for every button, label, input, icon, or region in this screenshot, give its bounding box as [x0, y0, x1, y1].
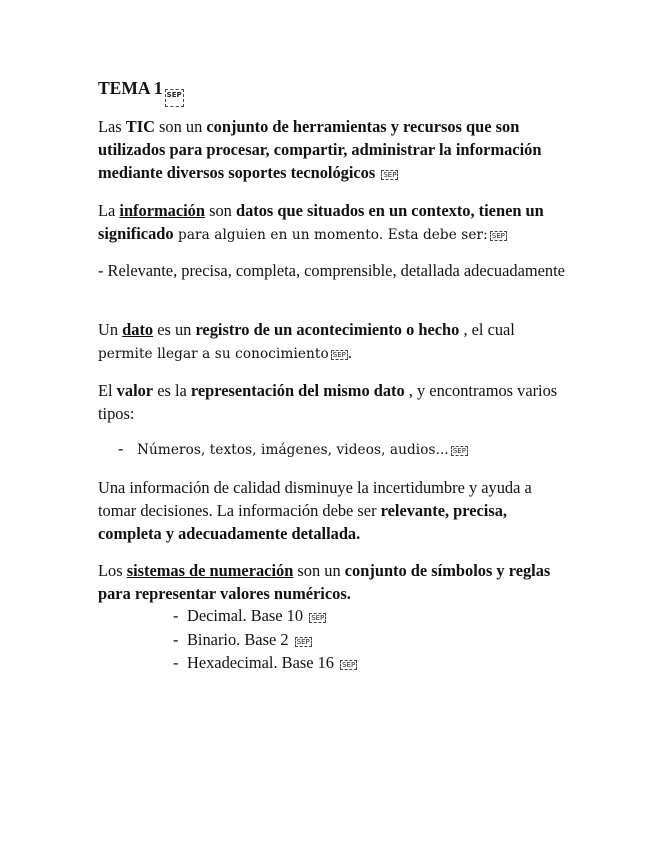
sep-icon: SEP	[383, 171, 397, 179]
sep-icon: SEP	[342, 661, 356, 669]
page-title	[98, 78, 184, 107]
list-item: - Números, textos, imágenes, videos, audios... SEP	[118, 439, 466, 458]
paragraph-informacion: La información son datos que situados en un contexto, tienen un significado para alguien en un momento. Esta debe ser: SEP	[98, 201, 544, 243]
sep-icon: SEP	[296, 637, 310, 646]
sep-icon: SEP	[332, 351, 346, 359]
sep-icon: SEP	[452, 447, 466, 455]
list-item: - Binario. Base 2 SEP	[173, 629, 310, 649]
title-text: TEMA 1	[98, 78, 163, 98]
sep-icon: SEP	[491, 232, 505, 240]
numeration-list	[173, 604, 357, 675]
types-list	[118, 437, 468, 463]
paragraph-calidad: Una información de calidad disminuye la incertidumbre y ayuda a tomar decisiones. La información debe ser relevante, precisa, completa y adecuadamente detallada.	[98, 478, 532, 543]
list-item: - Decimal. Base 10 SEP	[173, 606, 325, 625]
paragraph-sistemas: Los sistemas de numeración son un conjunto de símbolos y reglas para representar valores numéricos.	[98, 561, 551, 603]
paragraph-valor: El valor es la representación del mismo dato , y encontramos varios tipos:	[98, 381, 558, 423]
sep-icon: SEP	[165, 89, 184, 107]
sep-icon: SEP	[311, 614, 325, 622]
paragraph-dato: Un dato es un registro de un acontecimiento o hecho , el cual permite llegar a su conocimiento SEP .	[98, 320, 515, 362]
list-item: - Hexadecimal. Base 16 SEP	[173, 653, 356, 672]
paragraph-relevante: - Relevante, precisa, completa, comprensible, detallada adecuadamente	[98, 261, 565, 280]
paragraph-tic: Las TIC son un conjunto de herramientas y recursos que son utilizados para procesar, compartir, administrar la información mediante diversos soportes tecnológicos SEP	[98, 117, 542, 182]
